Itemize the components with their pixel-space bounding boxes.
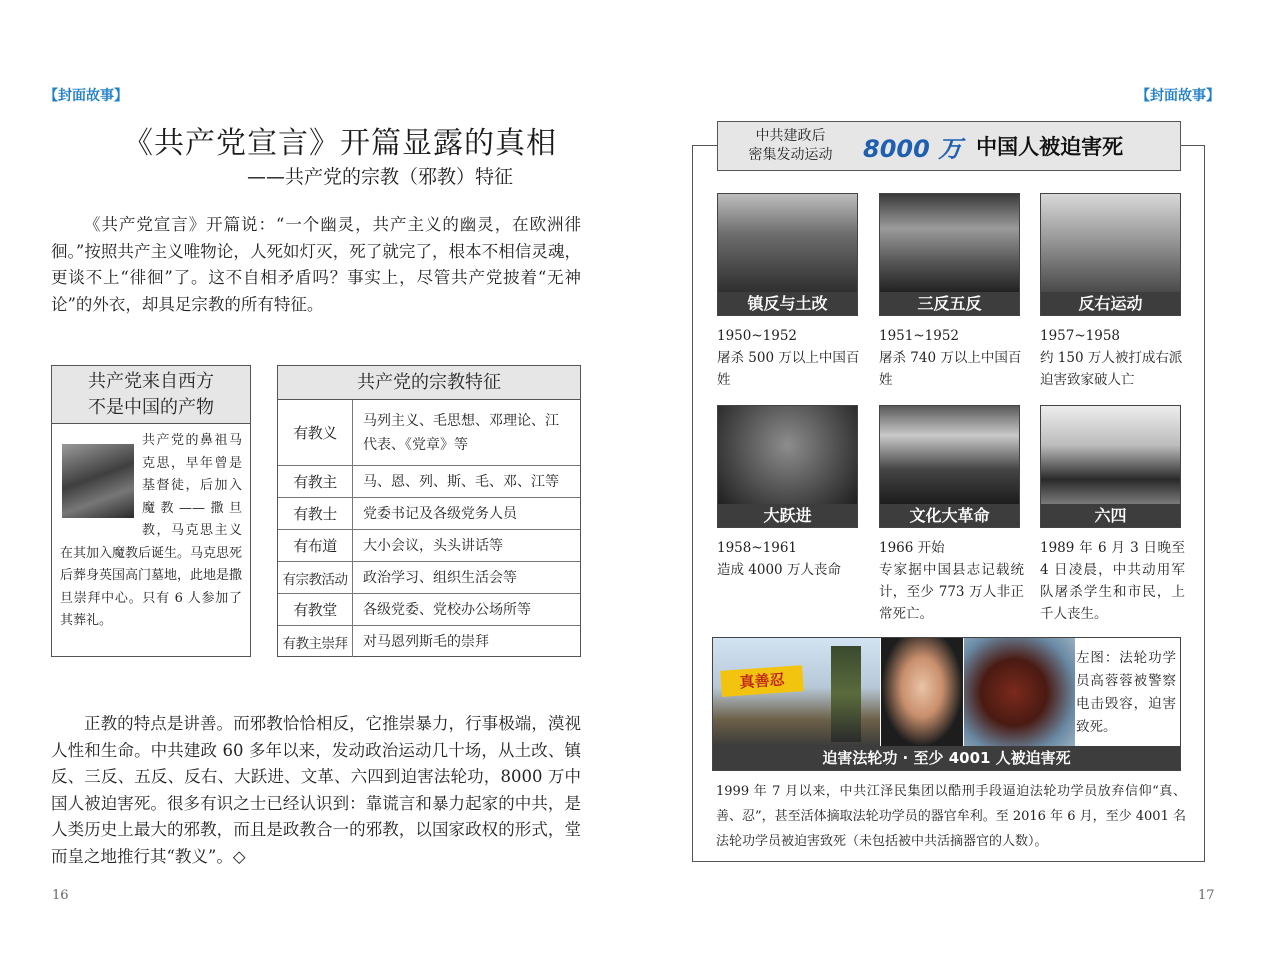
campaign-image (718, 406, 857, 504)
falun-photo-note: 左图：法轮功学员高蓉蓉被警察电击毁容，迫害致死。 (1076, 650, 1176, 735)
campaign-image (1041, 406, 1180, 504)
intro-paragraph: 《共产党宣言》开篇说：“一个幽灵，共产主义的幽灵，在欧洲徘徊。”按照共产主义唯物论，人死如灯灭，死了就完了，根本不相信灵魂，更谈不上“徘徊”了。这不自相矛盾吗？事实上，尽管共产党披着“无神论”的外衣，却具足宗教的所有特征。 (51, 215, 581, 314)
death-toll-number: 8000 万 (863, 134, 963, 163)
campaign-2-text: 1951~1952 屠杀 740 万以上中国百姓 (879, 328, 1022, 388)
table-row: 有宗教活动 政治学习、组织生活会等 (278, 562, 580, 594)
photo-campaign-2: 三反五反 (879, 193, 1020, 316)
campaign-image (718, 194, 857, 292)
photo-campaign-4: 大跃进 (717, 405, 858, 528)
campaign-image (880, 194, 1019, 292)
section-tag-right: 【封面故事】 (1136, 88, 1220, 104)
photo-campaign-3: 反右运动 (1040, 193, 1181, 316)
protest-banner: 真善忍 (720, 665, 804, 697)
gao-rongrong-portrait (881, 638, 963, 747)
table-row: 有教堂 各级党委、党校办公场所等 (278, 594, 580, 626)
article-subtitle: ——共产党的宗教（邪教）特征 (246, 166, 513, 188)
banner-headline: 中国人被迫害死 (976, 135, 1124, 159)
photo-campaign-6: 六四 (1040, 405, 1181, 528)
campaign-image (1041, 194, 1180, 292)
campaigns-banner: 中共建政后 密集发动运动 8000 万 中国人被迫害死 (717, 121, 1181, 171)
origin-box-text: 共产党的鼻祖马克思，早年曾是基督徒，后加入魔教——撒旦教，马克思主义在其加入魔教后诞生。马克思死后葬身英国高门墓地，此地是撒旦崇拜中心。只有 6 人参加了其葬礼。 (60, 433, 243, 628)
table-row: 有教主崇拜 对马恩列斯毛的崇拜 (278, 626, 580, 657)
photo-campaign-5: 文化大革命 (879, 405, 1020, 528)
injury-photo (964, 638, 1075, 747)
falun-gong-caption: 迫害法轮功 · 至少 4001 人被迫害死 (713, 746, 1180, 770)
falun-gong-text: 1999 年 7 月以来，中共江泽民集团以酷刑手段逼迫法轮功学员放弃信仰“真、善、忍”，甚至活体摘取法轮功学员的器官牟利。至 2016 年 6 月，至少 4001 名法轮功学员被迫害致死（未包括被中共活摘器官的人数）。 (716, 784, 1186, 849)
campaign-5-text: 1966 开始 专家据中国县志记载统计，至少 773 万人非正常死亡。 (879, 540, 1024, 622)
campaign-image (880, 406, 1019, 504)
table-row: 有布道 大小会议，头头讲话等 (278, 530, 580, 562)
origin-box (51, 365, 251, 657)
table-row: 有教士 党委书记及各级党务人员 (278, 498, 580, 530)
page-number-right: 17 (1198, 888, 1215, 903)
marx-bust-photo (62, 444, 134, 518)
origin-box-heading: 共产党来自西方 不是中国的产物 (52, 366, 250, 424)
campaign-3-text: 1957~1958 约 150 万人被打成右派迫害致家破人亡 (1040, 328, 1183, 388)
table-row: 有教义 马列主义、毛思想、邓理论、江代表、《党章》等 (278, 400, 580, 466)
section-tag-left: 【封面故事】 (44, 88, 128, 104)
campaign-6-text: 1989 年 6 月 3 日晚至 4 日凌晨，中共动用军队屠杀学生和市民，上千人丧生。 (1040, 540, 1185, 622)
table-row: 有教主 马、恩、列、斯、毛、邓、江等 (278, 466, 580, 498)
religion-features-table (277, 365, 581, 657)
campaign-1-text: 1950~1952 屠杀 500 万以上中国百姓 (717, 328, 860, 388)
table-heading: 共产党的宗教特征 (278, 366, 580, 400)
tiananmen-protest-photo (713, 638, 880, 747)
page-number-left: 16 (52, 888, 69, 903)
campaign-4-text: 1958~1961 造成 4000 万人丧命 (717, 540, 841, 578)
article-title: 《共产党宣言》开篇显露的真相 (123, 126, 557, 161)
police-figure (831, 646, 861, 742)
conclusion-paragraph: 正教的特点是讲善。而邪教恰恰相反，它推崇暴力，行事极端，漠视人性和生命。中共建政 60 多年以来，发动政治运动几十场，从土改、镇反、三反、五反、反右、大跃进、文革、六四到迫害法轮功，8000 万中国人被迫害死。很多有识之士已经认识到：靠谎言和暴力起家的中共，是人类历史上最大的邪教，而且是政教合一的邪教，以国家政权的形式，堂而皇之地推行其“教义”。◇ (51, 714, 581, 866)
photo-campaign-1: 镇反与土改 (717, 193, 858, 316)
